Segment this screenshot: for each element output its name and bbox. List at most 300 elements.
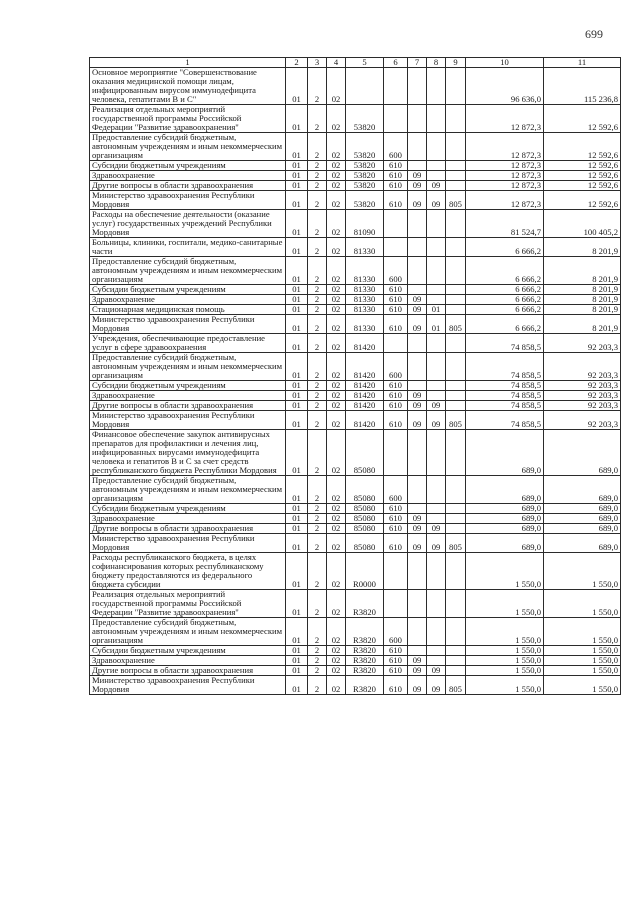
table-row	[90, 430, 621, 476]
code-col-6: 610	[384, 181, 408, 191]
amount-col-11: 92 203,3	[544, 411, 621, 430]
code-col-3: 2	[308, 476, 327, 504]
code-col-3: 2	[308, 105, 327, 133]
code-col-9	[446, 210, 466, 238]
code-col-9	[446, 514, 466, 524]
code-col-8: 09	[427, 534, 446, 553]
code-col-2: 01	[286, 171, 308, 181]
code-col-3: 2	[308, 666, 327, 676]
code-col-4: 02	[327, 553, 346, 590]
row-description: Другие вопросы в области здравоохранения	[90, 666, 286, 676]
code-col-4: 02	[327, 171, 346, 181]
code-col-9	[446, 656, 466, 666]
code-col-2: 01	[286, 315, 308, 334]
code-col-4: 02	[327, 411, 346, 430]
code-col-8: 01	[427, 305, 446, 315]
code-col-3: 2	[308, 676, 327, 695]
code-col-5: 53820	[346, 133, 384, 161]
amount-col-11: 1 550,0	[544, 590, 621, 618]
code-col-3: 2	[308, 590, 327, 618]
code-col-9	[446, 257, 466, 285]
code-col-4: 02	[327, 618, 346, 646]
row-description: Предоставление субсидий бюджетным, автономным учреждениям и иным некоммерческим организациям	[90, 257, 286, 285]
code-col-6: 600	[384, 476, 408, 504]
amount-col-11: 1 550,0	[544, 553, 621, 590]
amount-col-10: 74 858,5	[466, 391, 544, 401]
code-col-4: 02	[327, 430, 346, 476]
code-col-6: 610	[384, 285, 408, 295]
amount-col-10: 6 666,2	[466, 295, 544, 305]
code-col-4: 02	[327, 181, 346, 191]
code-col-2: 01	[286, 476, 308, 504]
code-col-9	[446, 285, 466, 295]
code-col-5: 81330	[346, 257, 384, 285]
code-col-7: 09	[408, 295, 427, 305]
amount-col-10: 81 524,7	[466, 210, 544, 238]
amount-col-10: 6 666,2	[466, 285, 544, 295]
code-col-6: 610	[384, 504, 408, 514]
code-col-9	[446, 553, 466, 590]
code-col-2: 01	[286, 534, 308, 553]
code-col-5: R3820	[346, 590, 384, 618]
code-col-3: 2	[308, 391, 327, 401]
code-col-8	[427, 285, 446, 295]
code-col-8	[427, 171, 446, 181]
row-description: Министерство здравоохранения Республики Мордовия	[90, 534, 286, 553]
amount-col-11: 689,0	[544, 430, 621, 476]
code-col-2: 01	[286, 305, 308, 315]
code-col-7: 09	[408, 534, 427, 553]
code-col-3: 2	[308, 381, 327, 391]
code-col-5: 53820	[346, 181, 384, 191]
code-col-2: 01	[286, 391, 308, 401]
code-col-6: 610	[384, 524, 408, 534]
row-description: Предоставление субсидий бюджетным, автономным учреждениям и иным некоммерческим организациям	[90, 476, 286, 504]
amount-col-10: 74 858,5	[466, 401, 544, 411]
amount-col-10: 74 858,5	[466, 411, 544, 430]
code-col-9	[446, 401, 466, 411]
amount-col-10: 1 550,0	[466, 618, 544, 646]
amount-col-11: 100 405,2	[544, 210, 621, 238]
code-col-7: 09	[408, 676, 427, 695]
code-col-7: 09	[408, 411, 427, 430]
row-description: Реализация отдельных мероприятий государственной программы Российской Федерации "Развитие здравоохранения"	[90, 590, 286, 618]
code-col-4: 02	[327, 238, 346, 257]
code-col-7: 09	[408, 401, 427, 411]
code-col-4: 02	[327, 656, 346, 666]
amount-col-11: 1 550,0	[544, 666, 621, 676]
code-col-7	[408, 590, 427, 618]
code-col-2: 01	[286, 524, 308, 534]
code-col-3: 2	[308, 411, 327, 430]
code-col-6	[384, 430, 408, 476]
code-col-6: 610	[384, 305, 408, 315]
table-row	[90, 381, 621, 391]
row-description: Предоставление субсидий бюджетным, автономным учреждениям и иным некоммерческим организациям	[90, 133, 286, 161]
row-description: Министерство здравоохранения Республики Мордовия	[90, 191, 286, 210]
code-col-9	[446, 133, 466, 161]
code-col-6: 610	[384, 191, 408, 210]
code-col-6: 610	[384, 391, 408, 401]
code-col-9	[446, 334, 466, 353]
code-col-3: 2	[308, 553, 327, 590]
code-col-4: 02	[327, 191, 346, 210]
code-col-9	[446, 181, 466, 191]
amount-col-11: 92 203,3	[544, 381, 621, 391]
code-col-7: 09	[408, 171, 427, 181]
code-col-7	[408, 430, 427, 476]
code-col-7: 09	[408, 191, 427, 210]
table-row	[90, 161, 621, 171]
code-col-6	[384, 238, 408, 257]
code-col-8	[427, 257, 446, 285]
header-cell: 3	[308, 58, 327, 68]
amount-col-11: 8 201,9	[544, 285, 621, 295]
header-cell: 11	[544, 58, 621, 68]
code-col-9	[446, 353, 466, 381]
table-row	[90, 666, 621, 676]
table-row	[90, 210, 621, 238]
code-col-3: 2	[308, 161, 327, 171]
code-col-4: 02	[327, 524, 346, 534]
amount-col-10: 12 872,3	[466, 161, 544, 171]
code-col-3: 2	[308, 334, 327, 353]
row-description: Расходы на обеспечение деятельности (оказание услуг) государственных учреждений Республики Мордовия	[90, 210, 286, 238]
code-col-2: 01	[286, 353, 308, 381]
code-col-2: 01	[286, 676, 308, 695]
amount-col-11: 12 592,6	[544, 161, 621, 171]
code-col-5: 81420	[346, 391, 384, 401]
code-col-6	[384, 553, 408, 590]
amount-col-11: 689,0	[544, 514, 621, 524]
table-row	[90, 646, 621, 656]
amount-col-11: 1 550,0	[544, 656, 621, 666]
code-col-6	[384, 68, 408, 105]
code-col-7	[408, 238, 427, 257]
code-col-8	[427, 161, 446, 171]
table-row	[90, 476, 621, 504]
code-col-6: 610	[384, 401, 408, 411]
amount-col-11: 1 550,0	[544, 676, 621, 695]
code-col-5: 81420	[346, 334, 384, 353]
row-description: Другие вопросы в области здравоохранения	[90, 524, 286, 534]
row-description: Финансовое обеспечение закупок антивирусных препаратов для профилактики и лечения лиц, инфицированных вирусами иммунодефицита человека и гепатитов В и С за счет средств республиканского бюджета Республики Мордовия	[90, 430, 286, 476]
code-col-5: 81330	[346, 238, 384, 257]
code-col-5: 53820	[346, 191, 384, 210]
code-col-3: 2	[308, 504, 327, 514]
code-col-2: 01	[286, 191, 308, 210]
code-col-4: 02	[327, 476, 346, 504]
table-row	[90, 257, 621, 285]
amount-col-10: 689,0	[466, 534, 544, 553]
code-col-3: 2	[308, 238, 327, 257]
amount-col-10: 1 550,0	[466, 646, 544, 656]
code-col-3: 2	[308, 618, 327, 646]
row-description: Субсидии бюджетным учреждениям	[90, 646, 286, 656]
table-row	[90, 656, 621, 666]
amount-col-10: 689,0	[466, 430, 544, 476]
code-col-7: 09	[408, 305, 427, 315]
header-cell: 10	[466, 58, 544, 68]
code-col-8	[427, 133, 446, 161]
code-col-8	[427, 381, 446, 391]
code-col-8	[427, 105, 446, 133]
amount-col-10: 74 858,5	[466, 353, 544, 381]
code-col-5: 81420	[346, 401, 384, 411]
code-col-7	[408, 381, 427, 391]
amount-col-11: 92 203,3	[544, 334, 621, 353]
code-col-2: 01	[286, 504, 308, 514]
table-row	[90, 524, 621, 534]
amount-col-10: 12 872,3	[466, 133, 544, 161]
code-col-9	[446, 295, 466, 305]
code-col-3: 2	[308, 68, 327, 105]
code-col-6: 600	[384, 618, 408, 646]
code-col-8	[427, 618, 446, 646]
amount-col-11: 92 203,3	[544, 401, 621, 411]
code-col-2: 01	[286, 334, 308, 353]
row-description: Субсидии бюджетным учреждениям	[90, 504, 286, 514]
amount-col-10: 6 666,2	[466, 238, 544, 257]
code-col-2: 01	[286, 257, 308, 285]
code-col-8	[427, 553, 446, 590]
code-col-6: 610	[384, 171, 408, 181]
code-col-2: 01	[286, 646, 308, 656]
code-col-3: 2	[308, 524, 327, 534]
code-col-4: 02	[327, 646, 346, 656]
amount-col-11: 8 201,9	[544, 315, 621, 334]
amount-col-11: 8 201,9	[544, 295, 621, 305]
code-col-7: 09	[408, 391, 427, 401]
amount-col-11: 12 592,6	[544, 105, 621, 133]
table-row	[90, 401, 621, 411]
code-col-4: 02	[327, 68, 346, 105]
code-col-7	[408, 68, 427, 105]
code-col-2: 01	[286, 133, 308, 161]
code-col-8	[427, 656, 446, 666]
amount-col-11: 12 592,6	[544, 133, 621, 161]
code-col-6	[384, 334, 408, 353]
code-col-9: 805	[446, 534, 466, 553]
code-col-9	[446, 381, 466, 391]
code-col-5	[346, 68, 384, 105]
code-col-5: 85080	[346, 430, 384, 476]
amount-col-10: 12 872,3	[466, 191, 544, 210]
row-description: Здравоохранение	[90, 171, 286, 181]
code-col-7	[408, 618, 427, 646]
table-row	[90, 618, 621, 646]
code-col-5: 81330	[346, 315, 384, 334]
code-col-4: 02	[327, 285, 346, 295]
code-col-8: 09	[427, 191, 446, 210]
code-col-4: 02	[327, 504, 346, 514]
code-col-8	[427, 295, 446, 305]
code-col-3: 2	[308, 210, 327, 238]
header-cell: 7	[408, 58, 427, 68]
code-col-4: 02	[327, 334, 346, 353]
code-col-2: 01	[286, 666, 308, 676]
code-col-7	[408, 161, 427, 171]
code-col-5: 81330	[346, 285, 384, 295]
row-description: Другие вопросы в области здравоохранения	[90, 181, 286, 191]
code-col-9	[446, 646, 466, 656]
code-col-7	[408, 210, 427, 238]
code-col-2: 01	[286, 618, 308, 646]
table-row	[90, 590, 621, 618]
code-col-4: 02	[327, 381, 346, 391]
code-col-6: 610	[384, 514, 408, 524]
code-col-5: 81420	[346, 353, 384, 381]
row-description: Здравоохранение	[90, 295, 286, 305]
code-col-4: 02	[327, 676, 346, 695]
amount-col-10: 689,0	[466, 524, 544, 534]
code-col-9: 805	[446, 191, 466, 210]
code-col-4: 02	[327, 353, 346, 381]
code-col-5: 81330	[346, 295, 384, 305]
amount-col-10: 74 858,5	[466, 334, 544, 353]
code-col-3: 2	[308, 514, 327, 524]
amount-col-10: 6 666,2	[466, 305, 544, 315]
code-col-6: 610	[384, 411, 408, 430]
code-col-2: 01	[286, 161, 308, 171]
row-description: Реализация отдельных мероприятий государственной программы Российской Федерации "Развитие здравоохранения"	[90, 105, 286, 133]
code-col-3: 2	[308, 353, 327, 381]
code-col-9	[446, 105, 466, 133]
table-row	[90, 181, 621, 191]
header-cell: 6	[384, 58, 408, 68]
code-col-5: 53820	[346, 171, 384, 181]
code-col-3: 2	[308, 295, 327, 305]
code-col-3: 2	[308, 315, 327, 334]
table-row	[90, 171, 621, 181]
code-col-6: 610	[384, 315, 408, 334]
code-col-7	[408, 285, 427, 295]
code-col-6: 600	[384, 133, 408, 161]
row-description: Больницы, клиники, госпитали, медико-санитарные части	[90, 238, 286, 257]
code-col-2: 01	[286, 68, 308, 105]
code-col-3: 2	[308, 191, 327, 210]
code-col-4: 02	[327, 257, 346, 285]
row-description: Здравоохранение	[90, 391, 286, 401]
row-description: Другие вопросы в области здравоохранения	[90, 401, 286, 411]
amount-col-11: 8 201,9	[544, 257, 621, 285]
code-col-8	[427, 353, 446, 381]
code-col-6: 610	[384, 656, 408, 666]
row-description: Основное мероприятие "Совершенствование оказания медицинской помощи лицам, инфицированным вирусом иммунодефицита человека, гепатитами В и С"	[90, 68, 286, 105]
code-col-9	[446, 161, 466, 171]
code-col-2: 01	[286, 238, 308, 257]
row-description: Здравоохранение	[90, 514, 286, 524]
budget-table	[89, 57, 621, 695]
code-col-7: 09	[408, 656, 427, 666]
table-row	[90, 391, 621, 401]
code-col-2: 01	[286, 553, 308, 590]
code-col-6: 610	[384, 295, 408, 305]
code-col-5: R3820	[346, 618, 384, 646]
code-col-9: 805	[446, 676, 466, 695]
code-col-6: 610	[384, 676, 408, 695]
amount-col-10: 689,0	[466, 514, 544, 524]
row-description: Предоставление субсидий бюджетным, автономным учреждениям и иным некоммерческим организациям	[90, 353, 286, 381]
code-col-5: 85080	[346, 514, 384, 524]
code-col-3: 2	[308, 257, 327, 285]
code-col-4: 02	[327, 210, 346, 238]
code-col-5: 81090	[346, 210, 384, 238]
code-col-5: R3820	[346, 676, 384, 695]
table-row	[90, 334, 621, 353]
code-col-4: 02	[327, 305, 346, 315]
amount-col-11: 12 592,6	[544, 171, 621, 181]
amount-col-11: 1 550,0	[544, 618, 621, 646]
code-col-7	[408, 334, 427, 353]
code-col-5: 53820	[346, 161, 384, 171]
code-col-3: 2	[308, 133, 327, 161]
code-col-3: 2	[308, 534, 327, 553]
code-col-9	[446, 68, 466, 105]
code-col-8: 01	[427, 315, 446, 334]
code-col-8	[427, 430, 446, 476]
code-col-5: R3820	[346, 666, 384, 676]
row-description: Субсидии бюджетным учреждениям	[90, 285, 286, 295]
table-row	[90, 353, 621, 381]
header-row	[90, 58, 621, 68]
table-body	[90, 68, 621, 695]
code-col-9: 805	[446, 411, 466, 430]
table-row	[90, 133, 621, 161]
code-col-4: 02	[327, 315, 346, 334]
code-col-3: 2	[308, 646, 327, 656]
code-col-3: 2	[308, 656, 327, 666]
code-col-4: 02	[327, 295, 346, 305]
code-col-5: 85080	[346, 476, 384, 504]
code-col-8: 09	[427, 401, 446, 411]
row-description: Министерство здравоохранения Республики Мордовия	[90, 676, 286, 695]
code-col-8: 09	[427, 666, 446, 676]
code-col-5: R0000	[346, 553, 384, 590]
table-row	[90, 105, 621, 133]
code-col-7	[408, 257, 427, 285]
code-col-7	[408, 646, 427, 656]
amount-col-11: 92 203,3	[544, 353, 621, 381]
code-col-8	[427, 504, 446, 514]
amount-col-11: 689,0	[544, 476, 621, 504]
code-col-5: R3820	[346, 646, 384, 656]
table-row	[90, 315, 621, 334]
code-col-7	[408, 553, 427, 590]
code-col-4: 02	[327, 590, 346, 618]
table-row	[90, 514, 621, 524]
code-col-4: 02	[327, 105, 346, 133]
code-col-8: 09	[427, 524, 446, 534]
page-number: 699	[585, 27, 603, 41]
code-col-2: 01	[286, 210, 308, 238]
code-col-8	[427, 68, 446, 105]
table-row	[90, 238, 621, 257]
amount-col-11: 12 592,6	[544, 181, 621, 191]
code-col-7	[408, 105, 427, 133]
code-col-9	[446, 504, 466, 514]
code-col-3: 2	[308, 430, 327, 476]
code-col-6: 610	[384, 161, 408, 171]
code-col-4: 02	[327, 514, 346, 524]
amount-col-11: 689,0	[544, 534, 621, 553]
code-col-6: 610	[384, 646, 408, 656]
code-col-7: 09	[408, 514, 427, 524]
row-description: Расходы республиканского бюджета, в целях софинансирования которых республиканскому бюджету предоставляются из федерального бюджета субсидии	[90, 553, 286, 590]
code-col-8	[427, 476, 446, 504]
table-row	[90, 504, 621, 514]
code-col-7	[408, 353, 427, 381]
